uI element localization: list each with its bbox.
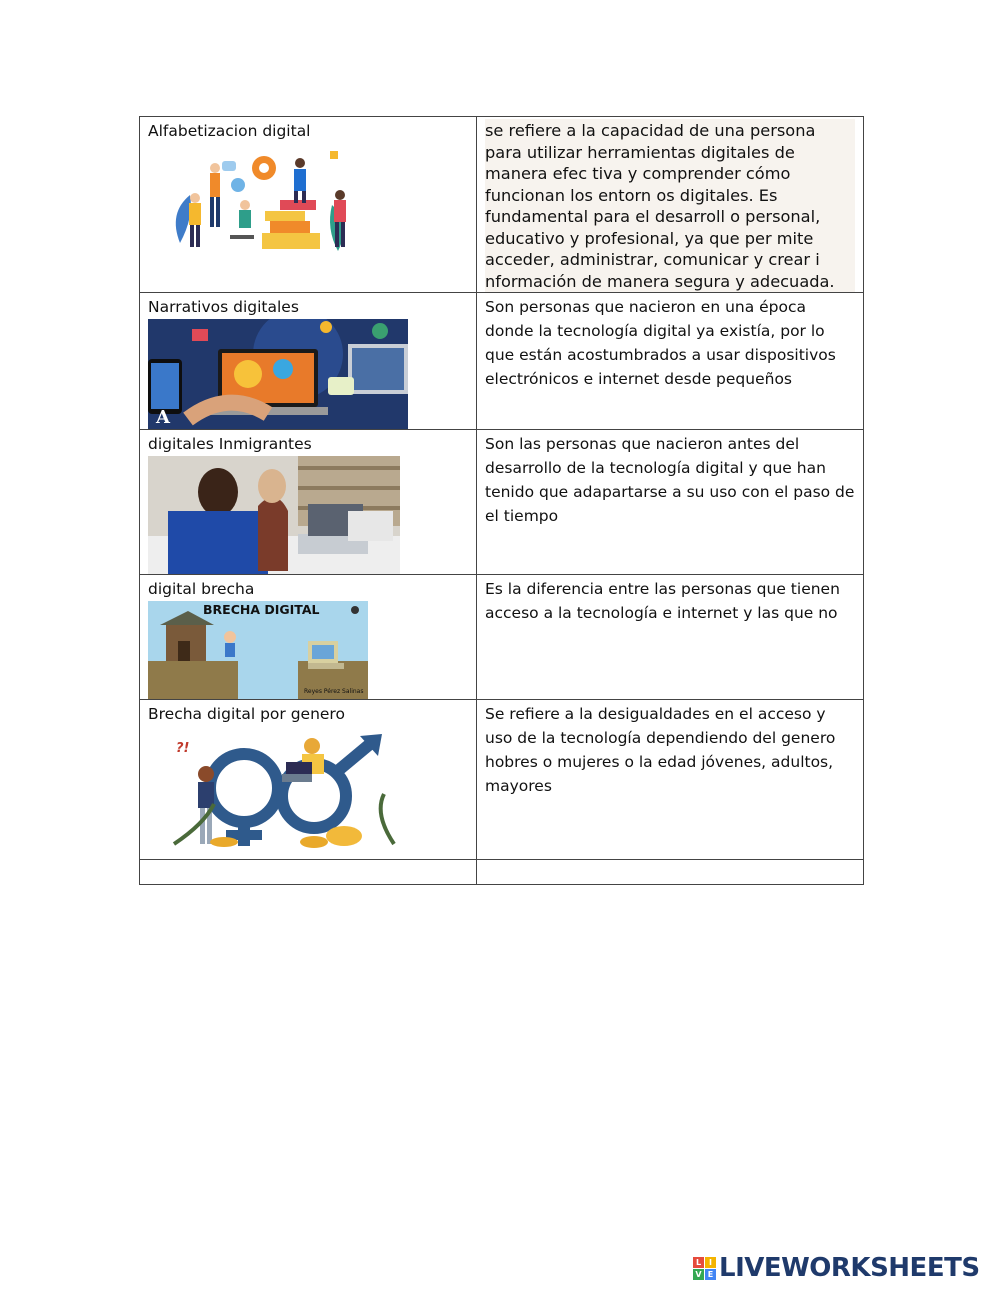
term-label: digital brecha <box>148 580 255 598</box>
term-cell <box>140 117 477 293</box>
term-cell <box>140 860 477 885</box>
digital-immigrants-photo <box>148 456 400 574</box>
term-cell <box>140 700 477 860</box>
image-marks: ?! <box>176 741 190 756</box>
table-row <box>140 430 864 575</box>
term-label: Brecha digital por genero <box>148 705 345 723</box>
worksheet-table <box>139 116 864 885</box>
term-label: digitales Inmigrantes <box>148 435 312 453</box>
definition-text: Son personas que nacieron en una época donde la tecnología digital ya existía, por lo que están acostumbrados a usar dispositivos electrónicos e internet desde pequeños <box>485 298 836 388</box>
term-cell <box>140 575 477 700</box>
image-caption: BRECHA DIGITAL <box>203 602 320 617</box>
logo-mark-icon <box>693 1257 716 1280</box>
term-cell <box>140 293 477 430</box>
definition-cell <box>477 430 864 575</box>
svg-text:A: A <box>156 407 170 428</box>
table-row <box>140 117 864 293</box>
logo-letter: E <box>705 1269 716 1280</box>
digital-natives-photo <box>148 319 408 429</box>
definition-text: Se refiere a la desigualdades en el acceso y uso de la tecnología dependiendo del genero hobres o mujeres o la edad jóvenes, adultos, mayores <box>485 705 836 795</box>
definition-cell <box>477 117 864 293</box>
definition-cell <box>477 293 864 430</box>
definition-text: se refiere a la capacidad de una persona para utilizar herramientas digitales de manera efec tiva y comprender cómo funcionan los entorn os digitales. Es fundamental para el desarroll o personal, educativo y profesional, ya que per mite acceder, administrar, comunicar y crear i nformación de manera segura y adecuada. <box>485 119 855 292</box>
logo-letter: V <box>693 1269 704 1280</box>
term-label: Alfabetizacion digital <box>148 122 311 140</box>
logo-letter: L <box>693 1257 704 1268</box>
table-row <box>140 293 864 430</box>
definition-cell <box>477 700 864 860</box>
definition-text: Es la diferencia entre las personas que tienen acceso a la tecnología e internet y las que no <box>485 580 840 622</box>
term-label: Narrativos digitales <box>148 298 299 316</box>
term-cell <box>140 430 477 575</box>
liveworksheets-logo[interactable] <box>693 1253 980 1283</box>
table-row <box>140 700 864 860</box>
logo-wordmark: LIVEWORKSHEETS <box>719 1253 980 1283</box>
logo-letter: I <box>705 1257 716 1268</box>
table-row <box>140 575 864 700</box>
definition-text: Son las personas que nacieron antes del desarrollo de la tecnología digital y que han tenido que adapartarse a su uso con el paso de el tiempo <box>485 435 855 525</box>
definition-cell <box>477 860 864 885</box>
digital-literacy-illustration <box>160 143 360 261</box>
digital-divide-illustration <box>148 601 368 699</box>
image-credit: Reyes Pérez Salinas <box>304 688 364 695</box>
gender-gap-illustration <box>164 726 404 852</box>
definition-cell <box>477 575 864 700</box>
table-row <box>140 860 864 885</box>
